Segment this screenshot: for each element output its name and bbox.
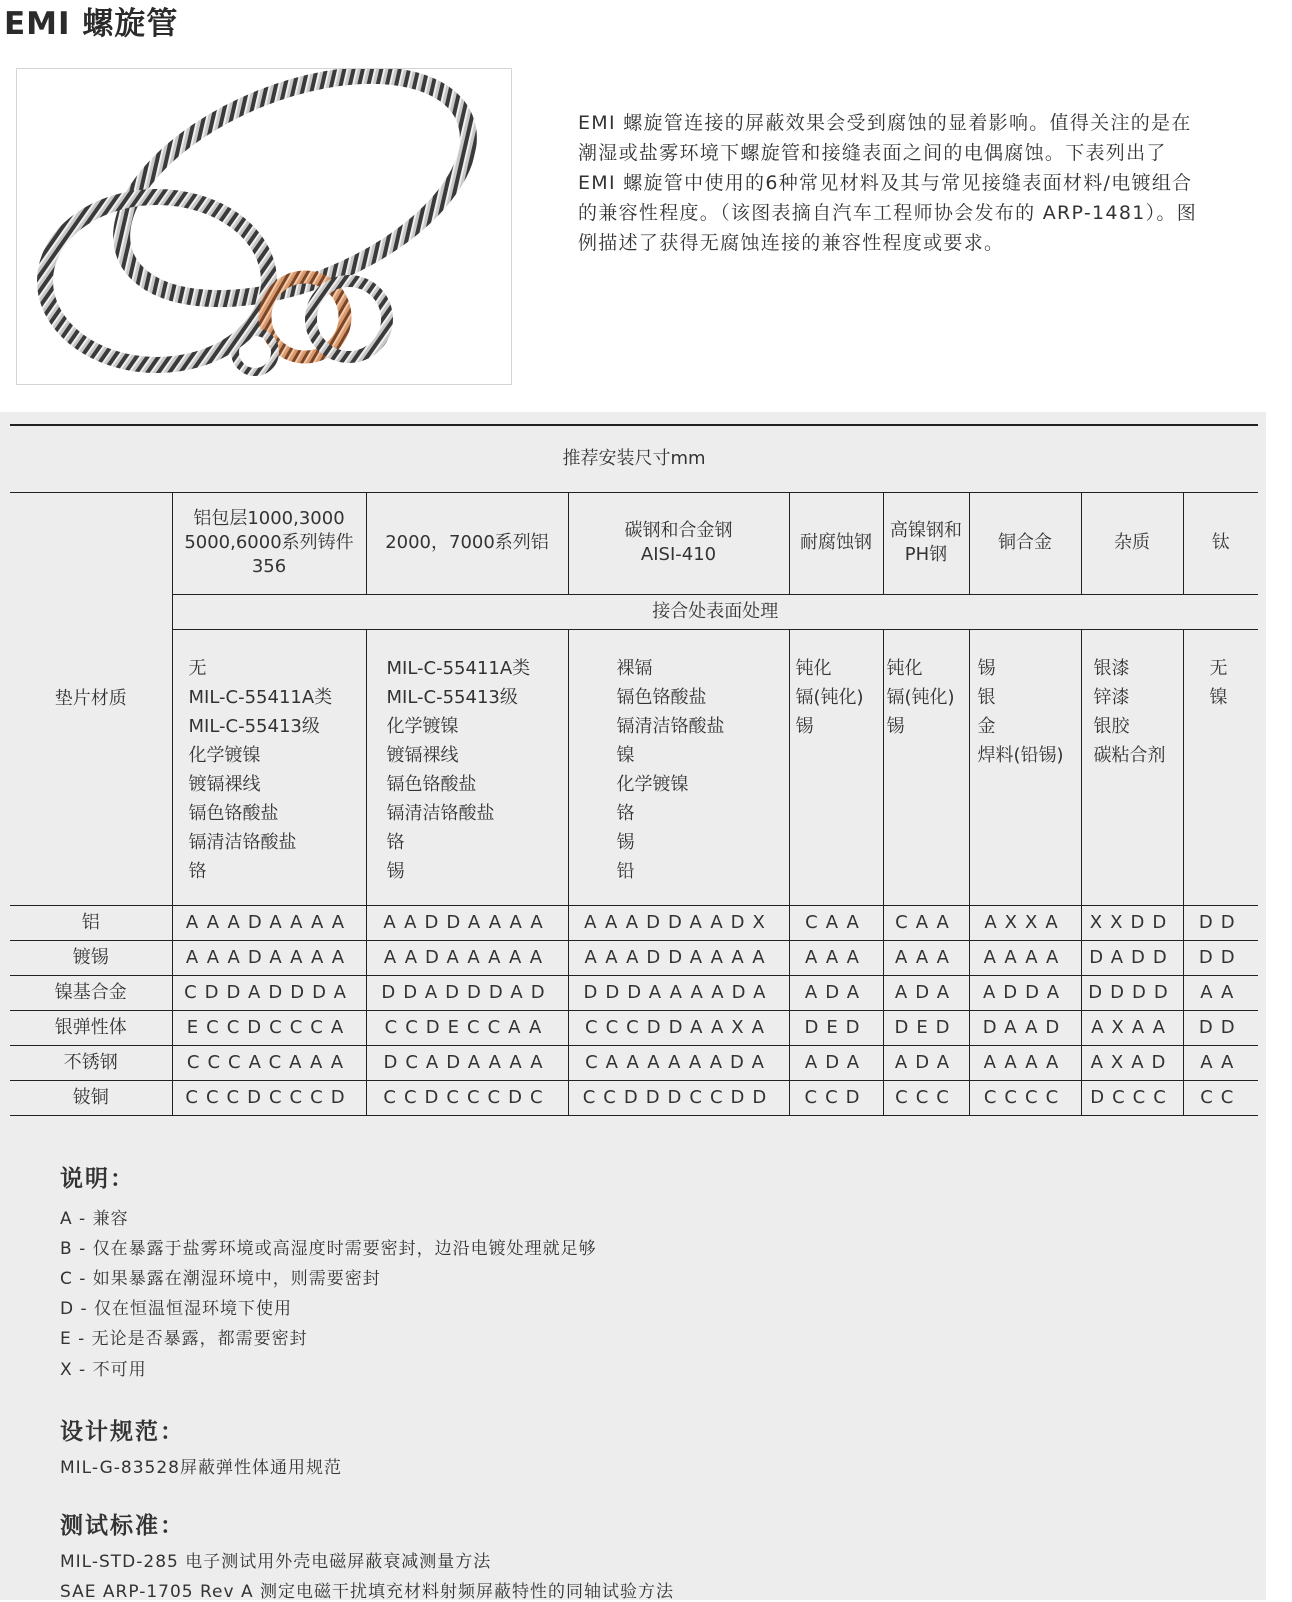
compat-cell: ADA bbox=[789, 1045, 883, 1080]
finish-item: 钝化 bbox=[795, 657, 832, 679]
page-title: EMI 螺旋管 bbox=[4, 6, 179, 42]
compat-cell: AAADAAAA bbox=[172, 940, 366, 975]
design-spec-item: MIL-G-83528屏蔽弹性体通用规范 bbox=[60, 1458, 342, 1478]
finish-item: 铬 bbox=[188, 860, 207, 882]
table-caption: 推荐安装尺寸mm bbox=[10, 425, 1258, 492]
finish-item: 银胶 bbox=[1093, 715, 1130, 737]
finish-item: 碳粘合剂 bbox=[1093, 744, 1166, 766]
finish-item: 铬 bbox=[616, 802, 635, 824]
finish-item: 银漆 bbox=[1093, 657, 1130, 679]
finish-item: 无 bbox=[188, 657, 207, 679]
col-header: 铝包层1000,3000 5000,6000系列铸件356 bbox=[172, 492, 366, 594]
compat-cell: CCCC bbox=[969, 1080, 1081, 1115]
compat-cell: CCC bbox=[883, 1080, 969, 1115]
compat-cell: ADDA bbox=[969, 975, 1081, 1010]
legend-item: C - 如果暴露在潮湿环境中，则需要密封 bbox=[60, 1269, 381, 1289]
col-header: 高镍钢和PH钢 bbox=[883, 492, 969, 594]
col-header: 钛 bbox=[1183, 492, 1258, 594]
legend-item: B - 仅在暴露于盐雾环境或高湿度时需要密封，边沿电镀处理就足够 bbox=[60, 1239, 597, 1259]
finish-item: 镉清洁铬酸盐 bbox=[188, 831, 297, 853]
compat-cell: DAAD bbox=[969, 1010, 1081, 1045]
finish-item: 镉色铬酸盐 bbox=[386, 773, 477, 795]
finish-item: MIL-C-55411A类 bbox=[188, 686, 333, 708]
compat-cell: DCADAAAA bbox=[366, 1045, 568, 1080]
compat-cell: DED bbox=[789, 1010, 883, 1045]
col-header: 碳钢和合金钢 AISI-410 bbox=[568, 492, 789, 594]
finish-item: 镉(钝化) bbox=[886, 686, 955, 708]
compat-cell: DD bbox=[1183, 1010, 1258, 1045]
finish-item: 镉色铬酸盐 bbox=[188, 802, 279, 824]
product-photo bbox=[16, 68, 512, 385]
compat-cell: AAAA bbox=[969, 940, 1081, 975]
col-header: 杂质 bbox=[1081, 492, 1183, 594]
compat-cell: XXDD bbox=[1081, 905, 1183, 940]
compat-cell: AAADAAAA bbox=[172, 905, 366, 940]
compat-cell: ADA bbox=[883, 1045, 969, 1080]
finish-item: 锡 bbox=[886, 715, 905, 737]
compat-cell: ADA bbox=[789, 975, 883, 1010]
compat-cell: DDADDDAD bbox=[366, 975, 568, 1010]
col-header: 耐腐蚀钢 bbox=[789, 492, 883, 594]
row-label: 镍基合金 bbox=[10, 975, 172, 1010]
finish-list bbox=[172, 629, 366, 905]
finish-item: 锡 bbox=[616, 831, 635, 853]
compat-cell: AADAAAAA bbox=[366, 940, 568, 975]
row-label: 镀锡 bbox=[10, 940, 172, 975]
finish-item: 镍 bbox=[1209, 686, 1228, 708]
finish-item: 化学镀镍 bbox=[616, 773, 689, 795]
finish-item: 焊料(铅锡) bbox=[977, 744, 1064, 766]
finish-item: 铬 bbox=[386, 831, 405, 853]
compat-cell: DD bbox=[1183, 905, 1258, 940]
finish-item: 化学镀镍 bbox=[386, 715, 459, 737]
row-label: 铝 bbox=[10, 905, 172, 940]
finish-item: 镉清洁铬酸盐 bbox=[616, 715, 725, 737]
compat-cell: CCDCCCDC bbox=[366, 1080, 568, 1115]
compat-cell: AAADDAAAA bbox=[568, 940, 789, 975]
intro-paragraph: EMI 螺旋管连接的屏蔽效果会受到腐蚀的显着影响。值得关注的是在潮湿或盐雾环境下螺旋管和接缝表面之间的电偶腐蚀。下表列出了 EMI 螺旋管中使用的6种常见材料及其与常见接缝表面材料/电镀组合的兼容性程度。（该图表摘自汽车工程师协会发布的 ARP-1481）。图例描述了获得无腐蚀连接的兼容性程度或要求。 bbox=[578, 112, 1197, 254]
finish-list bbox=[568, 629, 789, 905]
compat-cell: CAA bbox=[883, 905, 969, 940]
finish-list bbox=[883, 629, 969, 905]
finish-item: 镍 bbox=[616, 744, 635, 766]
finish-item: 锡 bbox=[386, 860, 405, 882]
surface-finish-header: 接合处表面处理 bbox=[172, 594, 1258, 629]
compat-cell: DED bbox=[883, 1010, 969, 1045]
compat-cell: CCCACAAA bbox=[172, 1045, 366, 1080]
finish-item: 铅 bbox=[616, 860, 635, 882]
compat-cell: AA bbox=[1183, 975, 1258, 1010]
test-standard-item: SAE ARP-1705 Rev A 测定电磁干扰填充材料射频屏蔽特性的同轴试验方法 bbox=[60, 1582, 675, 1602]
compat-cell: CCD bbox=[789, 1080, 883, 1115]
row-label: 铍铜 bbox=[10, 1080, 172, 1115]
compat-cell: CDDADDDA bbox=[172, 975, 366, 1010]
finish-item: 银 bbox=[977, 686, 996, 708]
finish-item: MIL-C-55413级 bbox=[386, 686, 518, 708]
compat-cell: AADDAAAA bbox=[366, 905, 568, 940]
compat-cell: AAA bbox=[883, 940, 969, 975]
finish-item: 锡 bbox=[795, 715, 814, 737]
compat-cell: CAAAAAADA bbox=[568, 1045, 789, 1080]
col-header: 2000，7000系列铝 bbox=[366, 492, 568, 594]
finish-item: 锌漆 bbox=[1093, 686, 1130, 708]
test-standard-heading: 测试标准： bbox=[60, 1513, 185, 1539]
compat-cell: AA bbox=[1183, 1045, 1258, 1080]
finish-item: MIL-C-55413级 bbox=[188, 715, 320, 737]
compat-cell: DDDAAAADA bbox=[568, 975, 789, 1010]
spiral-gasket-image bbox=[17, 69, 511, 384]
compat-cell: CCCDCCCD bbox=[172, 1080, 366, 1115]
finish-list bbox=[969, 629, 1081, 905]
compat-cell: CCDECCAA bbox=[366, 1010, 568, 1045]
finish-item: 化学镀镍 bbox=[188, 744, 261, 766]
finish-list bbox=[1081, 629, 1183, 905]
finish-item: 镉清洁铬酸盐 bbox=[386, 802, 495, 824]
compat-cell: CCCDDAAXA bbox=[568, 1010, 789, 1045]
row-label: 不锈钢 bbox=[10, 1045, 172, 1080]
legend-item: A - 兼容 bbox=[60, 1209, 129, 1229]
gasket-material-header: 垫片材质 bbox=[10, 492, 172, 905]
compat-cell: ECCDCCCA bbox=[172, 1010, 366, 1045]
row-label: 银弹性体 bbox=[10, 1010, 172, 1045]
compat-cell: DCCC bbox=[1081, 1080, 1183, 1115]
compat-cell: AAA bbox=[789, 940, 883, 975]
finish-item: MIL-C-55411A类 bbox=[386, 657, 531, 679]
compat-cell: AXXA bbox=[969, 905, 1081, 940]
test-standard-item: MIL-STD-285 电子测试用外壳电磁屏蔽衰减测量方法 bbox=[60, 1552, 492, 1572]
finish-item: 无 bbox=[1209, 657, 1228, 679]
finish-item: 镉色铬酸盐 bbox=[616, 686, 707, 708]
finish-list bbox=[366, 629, 568, 905]
legend-heading: 说明： bbox=[60, 1166, 135, 1192]
finish-item: 镀镉裸线 bbox=[188, 773, 261, 795]
finish-list bbox=[1183, 629, 1258, 905]
finish-list bbox=[789, 629, 883, 905]
compat-cell: DD bbox=[1183, 940, 1258, 975]
finish-item: 镀镉裸线 bbox=[386, 744, 459, 766]
finish-item: 镉(钝化) bbox=[795, 686, 864, 708]
col-header: 铜合金 bbox=[969, 492, 1081, 594]
compat-cell: AAAA bbox=[969, 1045, 1081, 1080]
compat-cell: CC bbox=[1183, 1080, 1258, 1115]
finish-item: 裸镉 bbox=[616, 657, 653, 679]
design-spec-heading: 设计规范： bbox=[60, 1419, 185, 1445]
finish-item: 锡 bbox=[977, 657, 996, 679]
legend-item: D - 仅在恒温恒湿环境下使用 bbox=[60, 1299, 293, 1319]
finish-item: 金 bbox=[977, 715, 996, 737]
legend-item: E - 无论是否暴露，都需要密封 bbox=[60, 1329, 308, 1349]
compat-cell: AXAA bbox=[1081, 1010, 1183, 1045]
compat-cell: ADA bbox=[883, 975, 969, 1010]
compat-cell: DADD bbox=[1081, 940, 1183, 975]
compat-cell: AAADDAADX bbox=[568, 905, 789, 940]
compatibility-table bbox=[10, 424, 1258, 1116]
compat-cell: DDDD bbox=[1081, 975, 1183, 1010]
finish-item: 钝化 bbox=[886, 657, 923, 679]
compat-cell: CAA bbox=[789, 905, 883, 940]
compat-cell: CCDDDCCDD bbox=[568, 1080, 789, 1115]
compat-cell: AXAD bbox=[1081, 1045, 1183, 1080]
legend-item: X - 不可用 bbox=[60, 1360, 147, 1380]
